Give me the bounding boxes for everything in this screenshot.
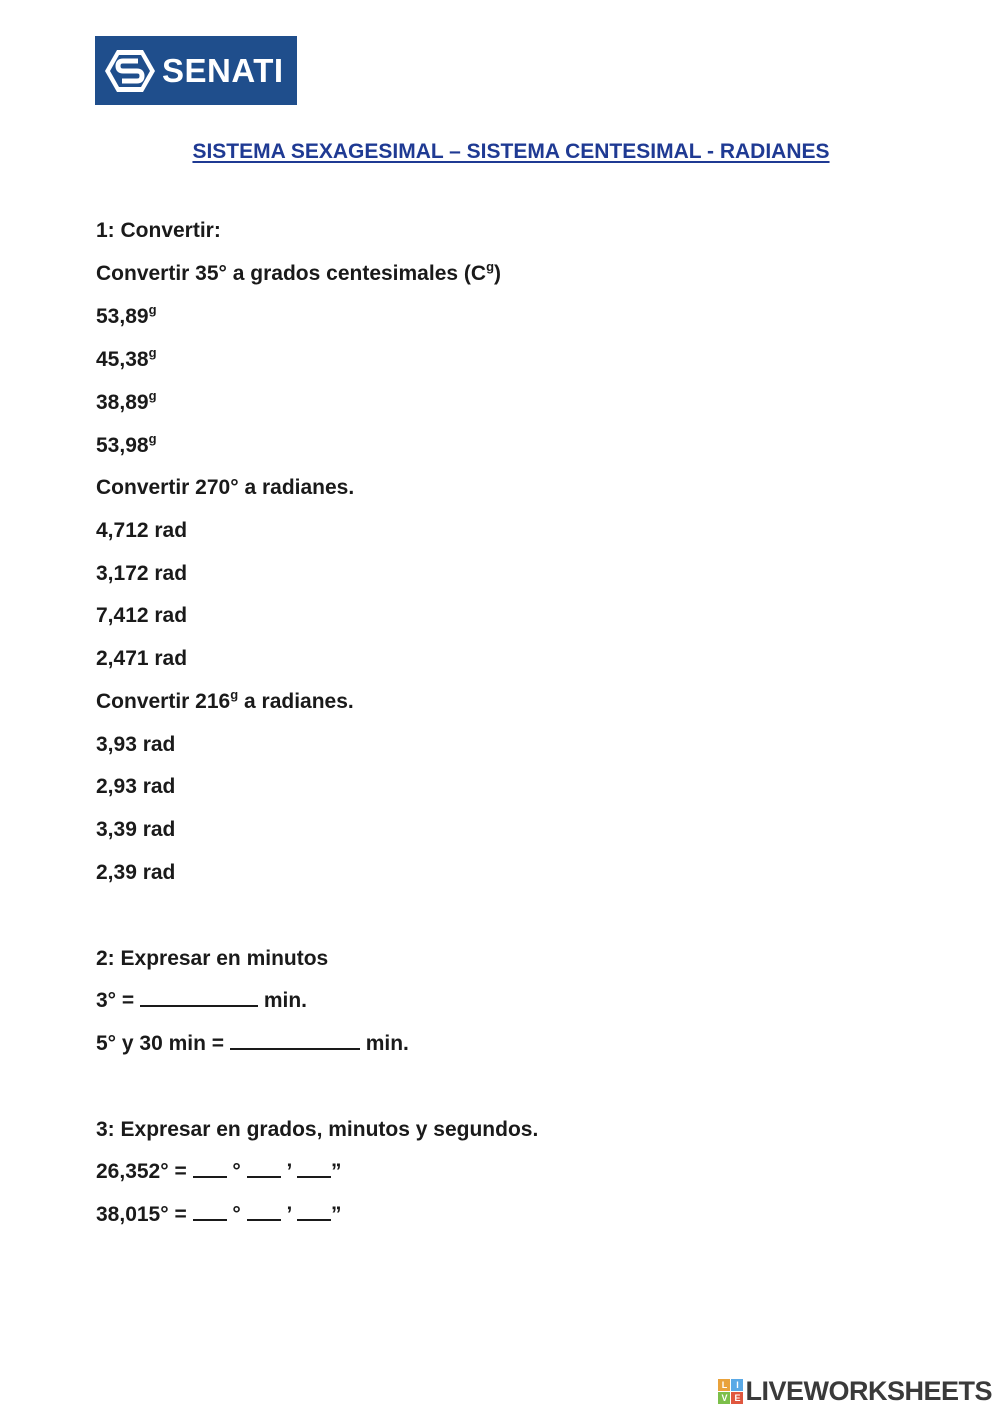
q1-option[interactable]: 53,89$^g$ bbox=[96, 302, 157, 328]
section3-heading: 3: Expresar en grados, minutos y segundos. bbox=[96, 1118, 539, 1141]
q3-option[interactable]: 2,39 rad bbox=[96, 861, 176, 884]
section2-heading: 2: Expresar en minutos bbox=[96, 947, 329, 970]
degrees-input[interactable] bbox=[193, 1201, 227, 1221]
liveworksheets-brand bbox=[718, 1376, 992, 1407]
q1-option[interactable]: 38,89$^g$ bbox=[96, 388, 157, 414]
q2-prompt: Convertir 270° a radianes. bbox=[96, 476, 355, 499]
q2-option[interactable]: 2,471 rad bbox=[96, 647, 188, 670]
minutes-answer-input[interactable] bbox=[140, 987, 258, 1007]
minutes-input[interactable] bbox=[247, 1158, 281, 1178]
q3-prompt: Convertir 216$^g$ a radianes. bbox=[96, 687, 354, 713]
q2-option[interactable]: 3,172 rad bbox=[96, 562, 188, 585]
section1-heading: 1: Convertir: bbox=[96, 219, 221, 242]
degrees-input[interactable] bbox=[193, 1158, 227, 1178]
brand-text: LIVEWORKSHEETS bbox=[745, 1376, 992, 1406]
dms-item-2: 38,015° = ° ’ ” bbox=[96, 1203, 342, 1226]
q3-option[interactable]: 2,93 rad bbox=[96, 775, 176, 798]
logo-text: SENATI bbox=[162, 51, 284, 89]
minutes-input[interactable] bbox=[247, 1201, 281, 1221]
seconds-input[interactable] bbox=[297, 1158, 331, 1178]
live-logo-icon: L I V E bbox=[718, 1379, 743, 1404]
minutes-item-1: 3° = min. bbox=[96, 989, 308, 1012]
q3-option[interactable]: 3,39 rad bbox=[96, 818, 176, 841]
q2-option[interactable]: 4,712 rad bbox=[96, 519, 188, 542]
q1-prompt: Convertir 35° a grados centesimales $(C^g)$ bbox=[96, 259, 502, 285]
q3-option[interactable]: 3,93 rad bbox=[96, 733, 176, 756]
q1-option[interactable]: 53,98$^g$ bbox=[96, 431, 157, 457]
q2-option[interactable]: 7,412 rad bbox=[96, 604, 188, 627]
q1-option[interactable]: 45,38$^g$ bbox=[96, 345, 157, 371]
seconds-input[interactable] bbox=[297, 1201, 331, 1221]
minutes-answer-input[interactable] bbox=[230, 1030, 360, 1050]
minutes-item-2: 5° y 30 min = min. bbox=[96, 1032, 409, 1055]
senati-logo bbox=[95, 36, 297, 105]
page-title: SISTEMA SEXAGESIMAL – SISTEMA CENTESIMAL - RADIANES bbox=[192, 140, 830, 163]
dms-item-1: 26,352° = ° ’ ” bbox=[96, 1160, 342, 1183]
senati-emblem-icon bbox=[104, 48, 156, 94]
